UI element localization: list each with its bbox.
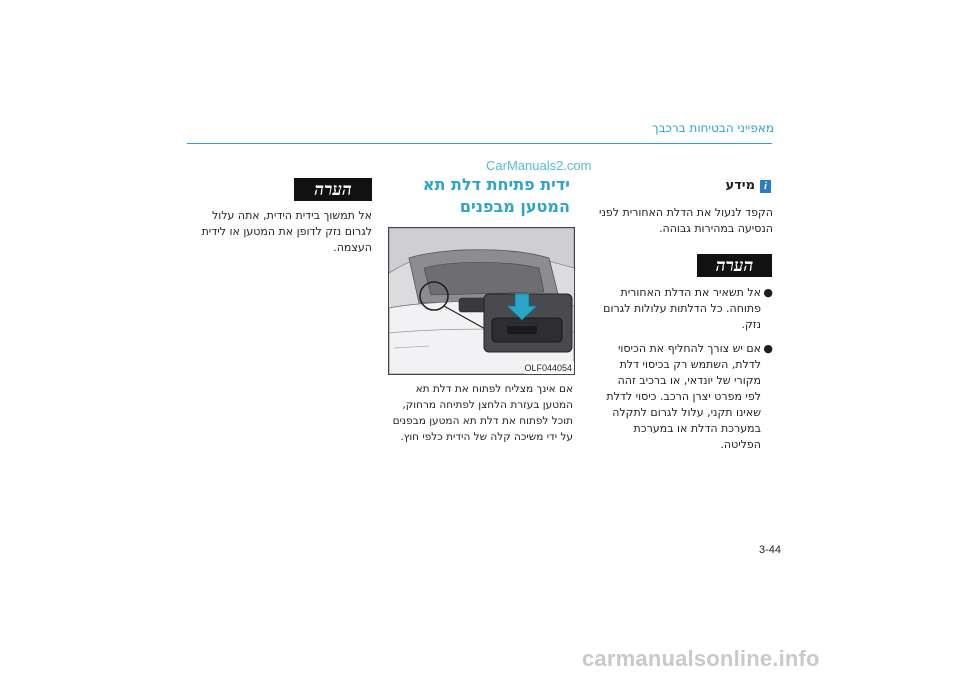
- note-text: אל תמשוך בידית הידית, אתה עלול לגרום נזק לדופן את המטען או לידית העצמה.: [201, 209, 372, 254]
- site-watermark: CarManuals2.com: [486, 158, 592, 173]
- section-title: מאפייני הבטיחות ברכבך: [652, 121, 774, 135]
- page-number: 3-44: [759, 544, 782, 556]
- note-banner-right: הערה: [697, 254, 772, 277]
- header-divider: [187, 143, 772, 144]
- bullet-text: אל תשאיר את הדלת האחורית פתוחה. כל הדלתות עלולות לגרום נזק.: [603, 286, 761, 331]
- note-bullet-list: [601, 285, 773, 461]
- bullet-icon: ●: [763, 342, 773, 355]
- note-banner-left: הערה: [294, 178, 372, 201]
- figure-caption: אם אינך מצליח לפתוח את דלת תא המטען בעזרת הלחצן לפתיחה מרחוק, תוכל לפתוח את דלת תא המטען מבפנים על ידי משיכה קלה של הידית כלפי חוץ.: [392, 383, 573, 443]
- info-title: מידע: [725, 178, 755, 193]
- trunk-illustration: [388, 227, 575, 375]
- bullet-text: אם יש צורך להחליף את הכיסוי לדלת, השתמש רק בכיסוי דלת מקורי של יונדאי, או ברכיב זהה לפי מפרט יצרן הרכב. כיסוי לדלת שאינו תקני, עלול לגרום לתקלה במערכת הדלת או במערכת הפליטה.: [606, 342, 761, 451]
- figure-code: OLF044054: [524, 363, 572, 373]
- info-text: הקפד לנעול את הדלת האחורית לפני הנסיעה במהירות גבוהה.: [598, 206, 773, 235]
- list-item: [601, 341, 773, 453]
- section-heading: ידית פתיחת דלת תא המטען מבפנים: [422, 175, 570, 216]
- bullet-icon: ●: [763, 286, 773, 299]
- footer-watermark: carmanualsonline.info: [582, 646, 820, 671]
- info-icon: i: [760, 180, 771, 193]
- list-item: [601, 285, 773, 333]
- trunk-drawing: [389, 228, 574, 374]
